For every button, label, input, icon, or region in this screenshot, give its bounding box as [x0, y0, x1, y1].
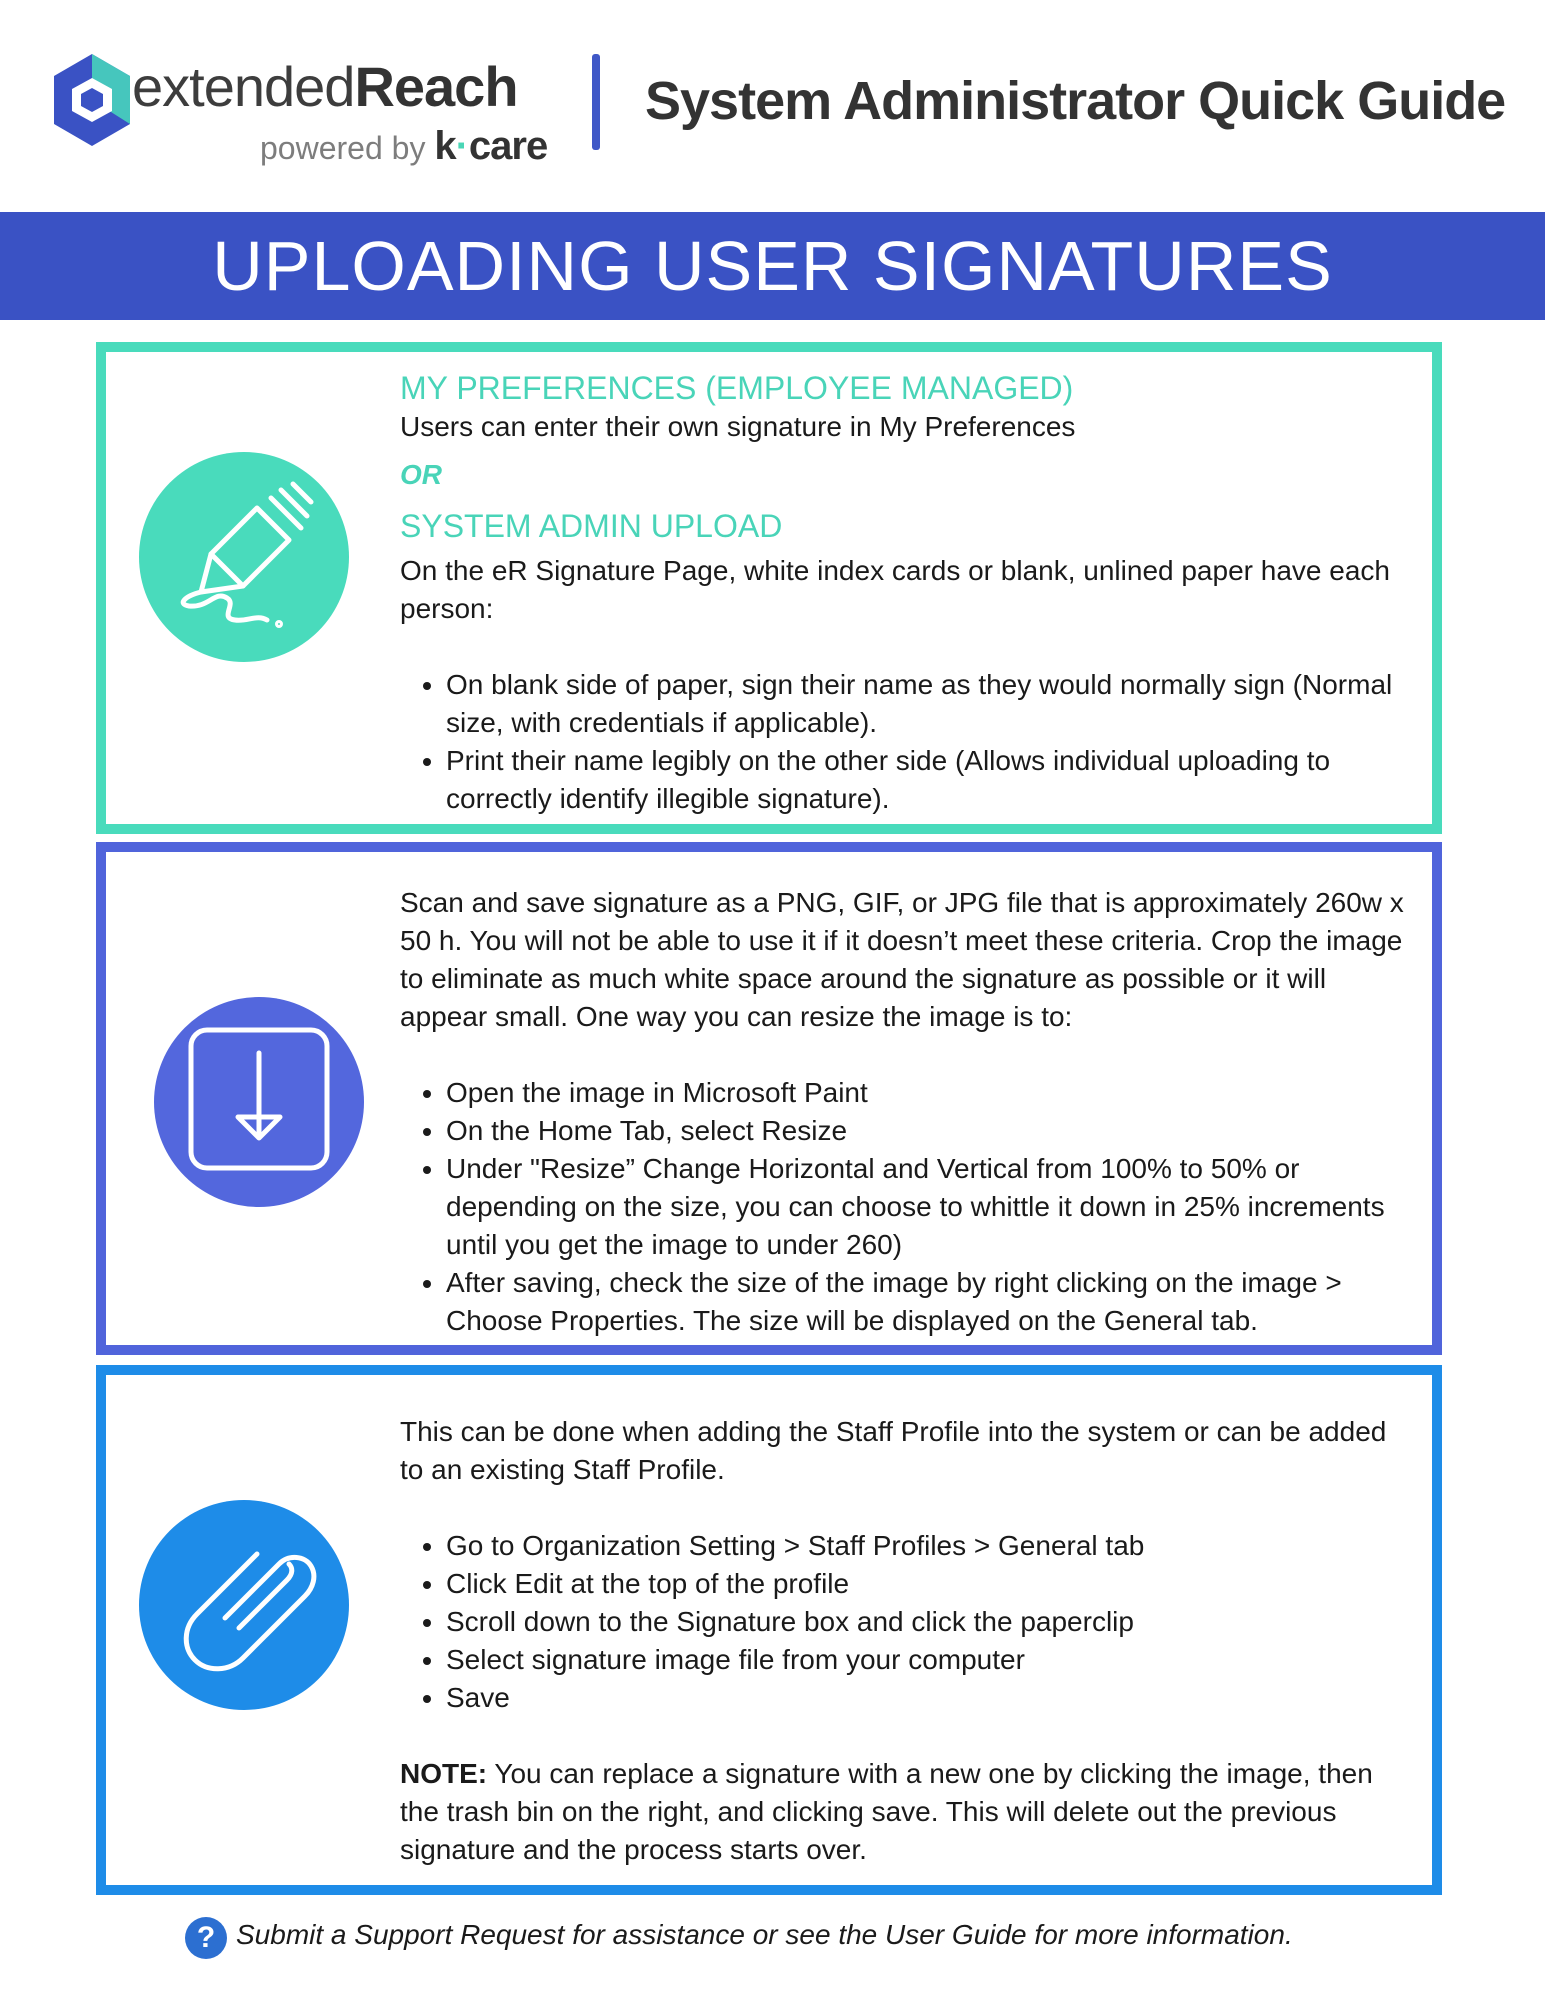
my-preferences-text: Users can enter their own signature in My Preferences [400, 411, 1076, 442]
staff-profile-content [400, 1413, 1412, 1869]
header-divider [592, 54, 600, 150]
list-item: • On the Home Tab, select Resize [446, 1112, 1412, 1150]
upload-steps-list [400, 1527, 1412, 1717]
list-item: • On blank side of paper, sign their name as they would normally sign (Normal size, with credentials if applicable). [446, 666, 1412, 742]
banner-title: UPLOADING USER SIGNATURES [212, 227, 1333, 305]
page-title: System Administrator Quick Guide [645, 71, 1506, 131]
staff-profile-section [96, 1365, 1442, 1895]
system-admin-heading: SYSTEM ADMIN UPLOAD [400, 508, 783, 544]
list-item: • Print their name legibly on the other side (Allows individual uploading to correctly identify illegible signature). [446, 742, 1412, 818]
scan-save-section [96, 842, 1442, 1355]
support-request-text: Submit a Support Request for assistance or see the User Guide for more information. [236, 1919, 1293, 1950]
system-admin-text: On the eR Signature Page, white index cards or blank, unlined paper have each person: [400, 555, 1390, 624]
logo-wordmark: extendedReach [132, 55, 518, 118]
signature-instructions-list [400, 666, 1412, 818]
help-question-icon[interactable]: ? [185, 1917, 227, 1959]
note-text: You can replace a signature with a new one by clicking the image, then the trash bin on the right, and clicking save. This will delete out the previous signature and the process starts over. [400, 1758, 1373, 1865]
section-banner [0, 212, 1545, 320]
download-arrow-icon [154, 997, 364, 1207]
note-label: NOTE: [400, 1758, 488, 1789]
list-item: • Go to Organization Setting > Staff Profiles > General tab [446, 1527, 1412, 1565]
my-preferences-heading: MY PREFERENCES (EMPLOYEE MANAGED) [400, 370, 1074, 406]
list-item: • Select signature image file from your computer [446, 1641, 1412, 1679]
hexagon-logo-icon [50, 52, 134, 148]
or-separator: OR [400, 459, 442, 490]
list-item: • After saving, check the size of the image by right clicking on the image > Choose Properties. The size will be displayed on the General tab. [446, 1264, 1412, 1340]
list-item: • Save [446, 1679, 1412, 1717]
paperclip-icon [139, 1500, 349, 1710]
preferences-content [400, 368, 1412, 818]
staff-profile-text: This can be done when adding the Staff Profile into the system or can be added to an existing Staff Profile. [400, 1416, 1387, 1485]
preferences-section [96, 342, 1442, 834]
note-paragraph [400, 1755, 1412, 1869]
pen-signature-icon [139, 452, 349, 662]
extendedreach-logo [50, 52, 560, 172]
list-item: • Click Edit at the top of the profile [446, 1565, 1412, 1603]
logo-powered-by: powered by k·care [260, 124, 548, 168]
resize-steps-list [400, 1074, 1412, 1340]
list-item: • Scroll down to the Signature box and click the paperclip [446, 1603, 1412, 1641]
scan-save-content [400, 884, 1412, 1340]
list-item: • Under "Resize” Change Horizontal and Vertical from 100% to 50% or depending on the size, you can choose to whittle it down in 25% increments until you get the image to under 260) [446, 1150, 1412, 1264]
list-item: • Open the image in Microsoft Paint [446, 1074, 1412, 1112]
scan-save-text: Scan and save signature as a PNG, GIF, or JPG file that is approximately 260w x 50 h. You will not be able to use it if it doesn’t meet these criteria. Crop the image to eliminate as much white space around the signature as possible or it will appear small. One way you can resize the image is to: [400, 887, 1404, 1032]
